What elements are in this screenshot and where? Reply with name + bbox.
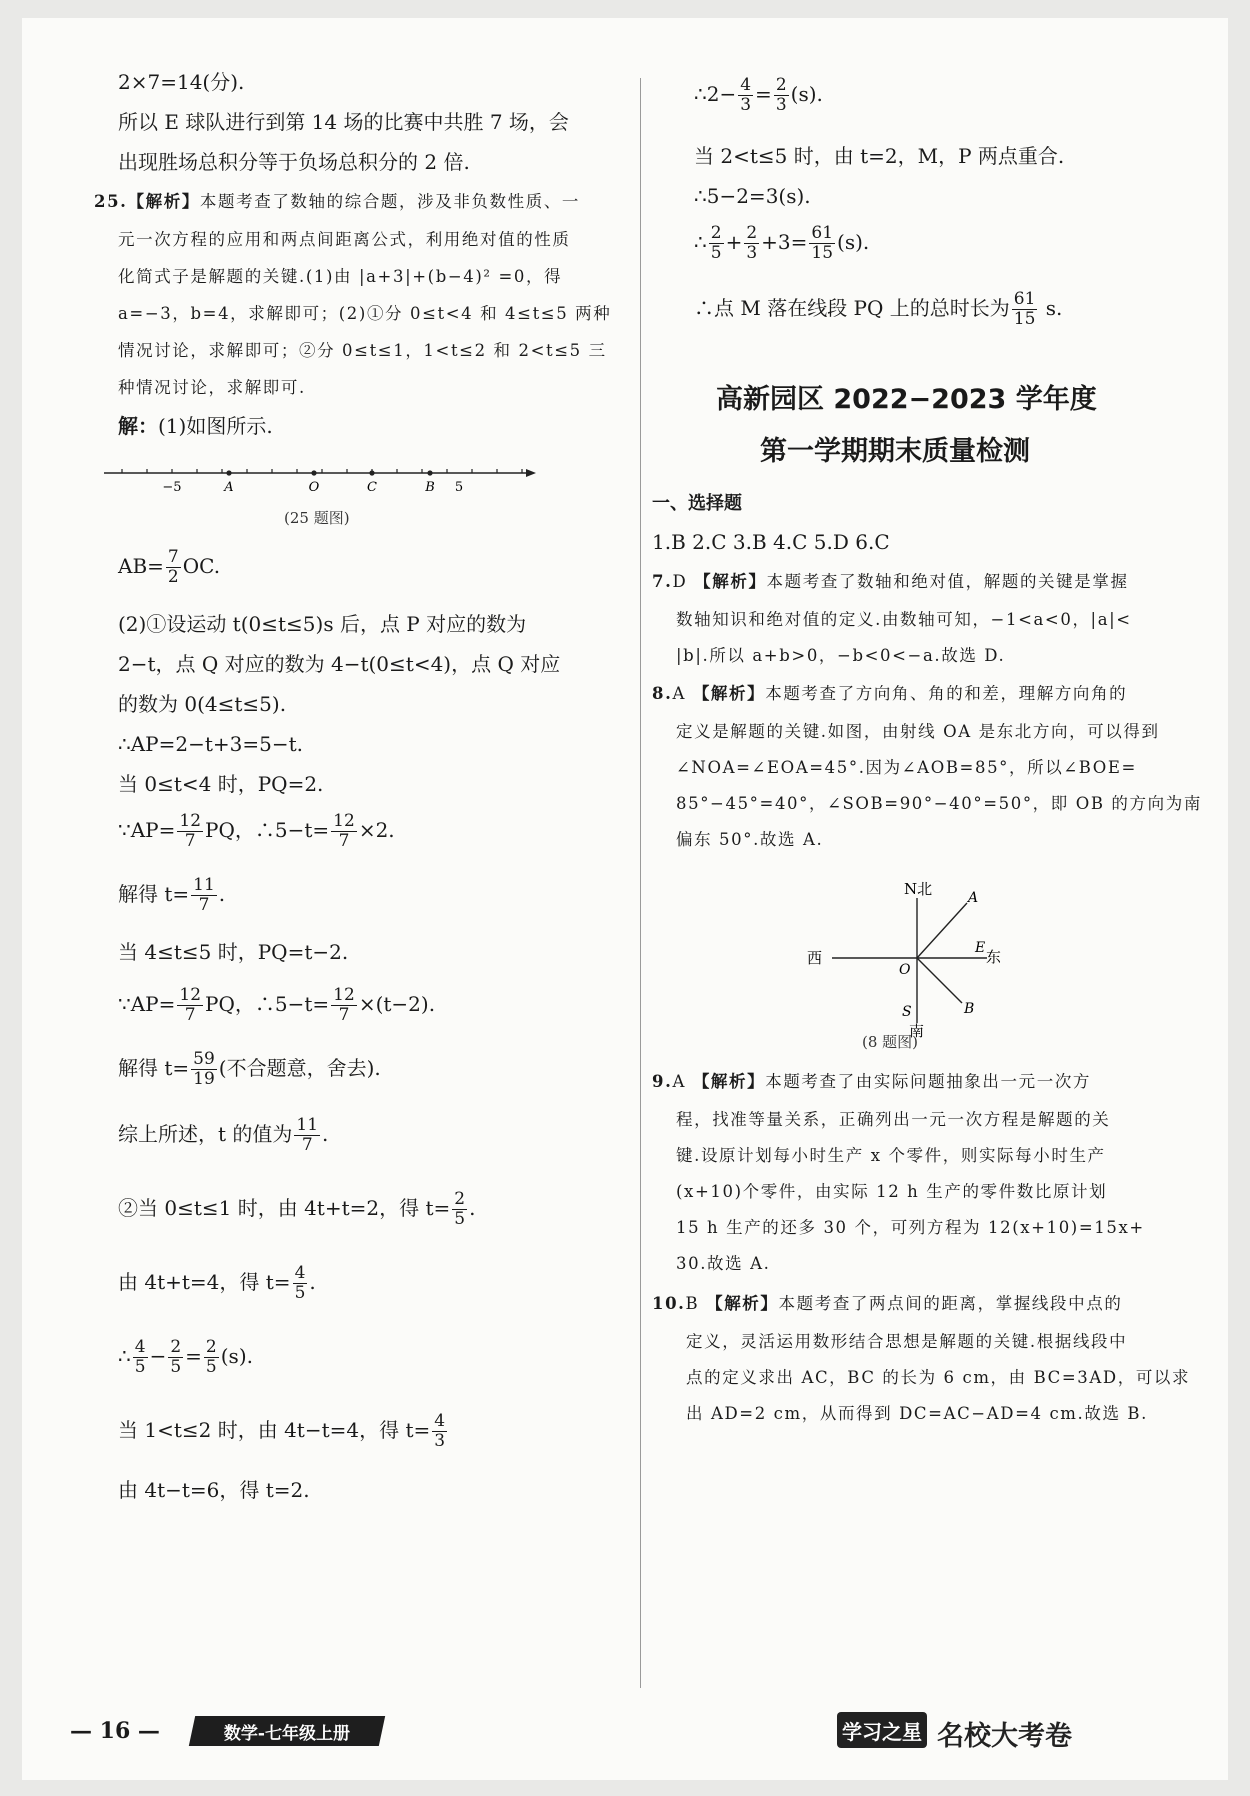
question-9-analysis: 9.A 【解析】本题考查了由实际问题抽象出一元一次方 (652, 1072, 1092, 1091)
page-number: — 16 — (70, 1718, 160, 1744)
math-line: 综上所述，t 的值为 $\frac{11}{7}$ . (118, 1115, 329, 1155)
text-line: 出 AD=2 cm，从而得到 DC=AC−AD=4 cm.故选 B. (686, 1404, 1148, 1423)
point-b-label: B (964, 1001, 975, 1017)
number-line-figure (104, 453, 544, 493)
math-line: 解得 t= $\frac{11}{7}$ . (118, 875, 226, 915)
point-a-label: A (224, 480, 234, 493)
east-e-label: E (975, 940, 986, 956)
text-line: 的数为 0(4≤t≤5). (118, 692, 287, 716)
solution-part-1: 解：(1)如图所示. (118, 414, 273, 438)
south-label: 南 (909, 1022, 925, 1040)
math-line: ∵AP= $\frac{12}{7}$ PQ，∴5−t= $\frac{12}{7}$ ×(t−2). (118, 985, 436, 1025)
text-line: 2−t，点 Q 对应的数为 4−t(0≤t<4)，点 Q 对应 (118, 652, 561, 676)
question-7-analysis: 7.D 【解析】本题考查了数轴和绝对值，解题的关键是掌握 (652, 572, 1129, 591)
text-line: 定义，灵活运用数形结合思想是解题的关键.根据线段中 (686, 1332, 1128, 1351)
point-a-label: A (968, 890, 979, 906)
publisher-logo: 学习之星 (837, 1712, 927, 1748)
text-line: 2×7=14(分). (118, 70, 245, 94)
math-line: ∴ $\frac{4}{5}$ − $\frac{2}{5}$ = $\frac{2}{5}$ (s). (118, 1337, 253, 1377)
compass-figure (802, 858, 1042, 1058)
math-line: ∴2− $\frac{4}{3}$ = $\frac{2}{3}$ (s). (694, 75, 823, 115)
north-label: N北 (904, 880, 933, 898)
math-line: 解得 t= $\frac{59}{19}$ (不合题意，舍去). (118, 1049, 381, 1089)
text-line: 程，找准等量关系，正确列出一元一次方程是解题的关 (676, 1110, 1111, 1129)
fraction: $\frac{7}{2}$ (167, 547, 179, 587)
text-line: 15 h 生产的还多 30 个，可列方程为 12(x+10)=15x+ (676, 1218, 1145, 1237)
origin-label: O (899, 962, 911, 978)
text-line: 当 0≤t<4 时，PQ=2. (118, 772, 324, 796)
tick-label-neg5: −5 (162, 480, 182, 493)
text-line: 偏东 50°.故选 A. (676, 830, 824, 849)
ray-oa (917, 903, 967, 958)
point-o-dot (311, 470, 316, 475)
exam-title-line-2: 第一学期期末质量检测 (760, 436, 1030, 467)
section-heading: 一、选择题 (652, 493, 742, 514)
question-25-analysis: 25.【解析】本题考查了数轴的综合题，涉及非负数性质、一 (94, 192, 581, 211)
point-b-label: B (425, 480, 435, 493)
text-line: 数轴知识和绝对值的定义.由数轴可知，−1<a<0，|a|< (676, 610, 1132, 629)
math-line: 由 4t+t=4，得 t= $\frac{4}{5}$ . (118, 1263, 316, 1303)
point-o-label: O (308, 480, 320, 493)
point-c-label: C (367, 480, 377, 493)
text-line: 元一次方程的应用和两点间距离公式，利用绝对值的性质 (118, 230, 571, 249)
text-line: a=−3，b=4，求解即可；(2)①分 0≤t<4 和 4≤t≤5 两种 (118, 304, 612, 323)
text-line: 当 4≤t≤5 时，PQ=t−2. (118, 940, 349, 964)
question-8-analysis: 8.A 【解析】本题考查了方向角、角的和差，理解方向角的 (652, 684, 1128, 703)
text-line: 键.设原计划每小时生产 x 个零件，则实际每小时生产 (676, 1146, 1106, 1165)
text-line: ∠NOA=∠EOA=45°.因为∠AOB=85°，所以∠BOE= (676, 758, 1137, 777)
document-page (22, 18, 1228, 1780)
question-number: 25. (94, 192, 128, 211)
text-line: 化简式子是解题的关键.(1)由 |a+3|+(b−4)² =0，得 (118, 267, 563, 286)
text-line: 当 2<t≤5 时，由 t=2，M，P 两点重合. (694, 144, 1065, 168)
text-line: |b|.所以 a+b>0，−b<0<−a.故选 D. (676, 646, 1006, 665)
ray-ob (917, 958, 962, 1003)
figure-caption: (25 题图) (284, 509, 350, 527)
analysis-tag: 【解析】 (127, 192, 200, 211)
text-line: (2)①设运动 t(0≤t≤5)s 后，点 P 对应的数为 (118, 612, 527, 636)
math-line: ∵AP= $\frac{12}{7}$ PQ，∴5−t= $\frac{12}{7}$ ×2. (118, 811, 395, 851)
text-line: 种情况讨论，求解即可. (118, 378, 306, 397)
column-divider (640, 78, 641, 1688)
text-line: 30.故选 A. (676, 1254, 771, 1273)
text-line: 由 4t−t=6，得 t=2. (118, 1478, 310, 1502)
math-line: ②当 0≤t≤1 时，由 4t+t=2，得 t= $\frac{2}{5}$ . (118, 1189, 476, 1229)
east-label: 东 (986, 948, 1002, 966)
point-a-dot (226, 470, 231, 475)
text-line: 定义是解题的关键.如图，由射线 OA 是东北方向，可以得到 (676, 722, 1160, 741)
text-line: 情况讨论，求解即可；②分 0≤t≤1，1<t≤2 和 2<t≤5 三 (118, 341, 607, 360)
question-10-analysis: 10.B 【解析】本题考查了两点间的距离，掌握线段中点的 (652, 1294, 1123, 1313)
math-line: ∴ $\frac{2}{5}$ + $\frac{2}{3}$ +3= $\frac{61}{15}$ (s). (694, 223, 870, 263)
text-line: 所以 E 球队进行到第 14 场的比赛中共胜 7 场，会 (118, 110, 569, 134)
math-line: AB= $\frac{7}{2}$ OC. (118, 547, 221, 587)
exam-title-line-1: 高新园区 2022−2023 学年度 (716, 384, 1097, 415)
west-label: 西 (807, 949, 823, 967)
solution-label: 解： (118, 414, 158, 438)
answer-key-line: 1.B 2.C 3.B 4.C 5.D 6.C (652, 530, 890, 554)
tick-label-5: 5 (454, 480, 464, 493)
brand-name: 名校大考卷 (937, 1721, 1072, 1752)
text-line: (x+10)个零件，由实际 12 h 生产的零件数比原计划 (676, 1182, 1108, 1201)
math-line: 当 1<t≤2 时，由 4t−t=4，得 t= $\frac{4}{3}$ (118, 1411, 446, 1451)
math-line: ∴点 M 落在线段 PQ 上的总时长为 $\frac{61}{15}$ s. (694, 289, 1063, 329)
figure-caption: (8 题图) (862, 1033, 919, 1051)
text-line: 点的定义求出 AC，BC 的长为 6 cm，由 BC=3AD，可以求 (686, 1368, 1191, 1387)
text-line: ∴AP=2−t+3=5−t. (118, 732, 304, 756)
text-line: 出现胜场总积分等于负场总积分的 2 倍. (118, 150, 470, 174)
south-s-label: S (902, 1004, 912, 1020)
point-b-dot (427, 470, 432, 475)
text-line: 85°−45°=40°，∠SOB=90°−40°=50°，即 OB 的方向为南 (676, 794, 1202, 813)
subject-badge: 数学-七年级上册 (189, 1716, 385, 1746)
point-c-dot (369, 470, 374, 475)
text-line: ∴5−2=3(s). (694, 184, 811, 208)
